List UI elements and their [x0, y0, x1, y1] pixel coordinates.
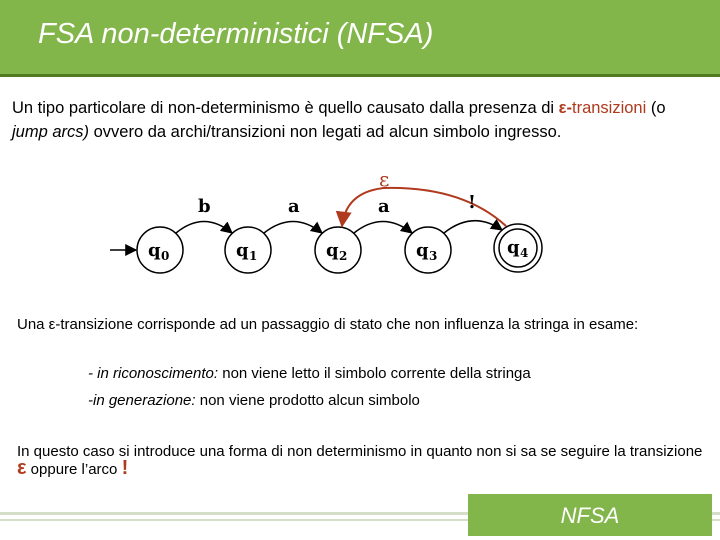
state-q4-final — [494, 224, 542, 272]
bullet-generation-label: -in generazione: — [88, 392, 196, 409]
state-label: q — [148, 240, 161, 261]
state-subscript: 1 — [249, 249, 258, 263]
title-underline — [0, 74, 720, 77]
bullet-recognition-text: non viene letto il simbolo corrente della stringa — [218, 365, 531, 382]
bullet-recognition — [88, 365, 531, 382]
state-q3 — [405, 227, 451, 273]
state-label: q — [326, 240, 339, 261]
final-text-2: oppure l’arco — [26, 461, 122, 478]
intro-text-3: ovvero da archi/transizioni non legati ad alcun simbolo ingresso. — [89, 123, 562, 141]
edge-label-a1: a — [288, 196, 300, 217]
epsilon-note: Una ε-transizione corrisponde ad un passaggio di stato che non influenza la stringa in esame: — [17, 316, 639, 333]
state-q1 — [225, 227, 271, 273]
edge-label-b: b — [198, 196, 211, 217]
epsilon-arc — [342, 188, 506, 226]
edge-label-bang: ! — [468, 192, 476, 213]
final-text-1: In questo caso si introduce una forma di non determinismo in quanto non si sa se seguire la transizione — [17, 443, 703, 460]
final-epsilon: ε — [17, 457, 27, 479]
final-bang: ! — [121, 457, 129, 479]
state-subscript: 0 — [161, 249, 170, 263]
intro-jump-arcs: jump arcs) — [12, 123, 90, 141]
intro-text-2: (o — [646, 99, 666, 117]
intro-epsilon: ε- — [558, 99, 572, 117]
intro-paragraph — [12, 96, 702, 144]
intro-red-word: transizioni — [571, 99, 647, 117]
state-label: q — [236, 240, 249, 261]
bullet-recognition-label: - in riconoscimento: — [88, 365, 219, 382]
edge-q2-q3 — [354, 222, 412, 234]
page-title: FSA non-deterministici (NFSA) — [38, 18, 434, 50]
bullet-generation-text: non viene prodotto alcun simbolo — [195, 392, 420, 409]
title-bar — [0, 0, 720, 76]
state-label: q — [416, 240, 429, 261]
state-q2 — [315, 227, 361, 273]
edge-q1-q2 — [264, 222, 322, 234]
state-q0 — [137, 227, 183, 273]
state-subscript: 4 — [520, 246, 529, 260]
intro-text-1: Un tipo particolare di non-determinismo è quello causato dalla presenza di — [12, 99, 559, 117]
edge-q0-q1 — [176, 222, 232, 234]
state-subscript: 2 — [339, 249, 348, 263]
bullet-generation — [88, 392, 420, 409]
footer-tag: NFSA — [468, 494, 712, 536]
edge-label-a2: a — [378, 196, 390, 217]
nfsa-diagram — [0, 170, 720, 300]
epsilon-label: ε — [379, 170, 390, 191]
state-subscript: 3 — [429, 249, 438, 263]
final-paragraph — [17, 443, 707, 478]
edge-q3-q4 — [444, 221, 502, 233]
state-label: q — [507, 237, 520, 258]
